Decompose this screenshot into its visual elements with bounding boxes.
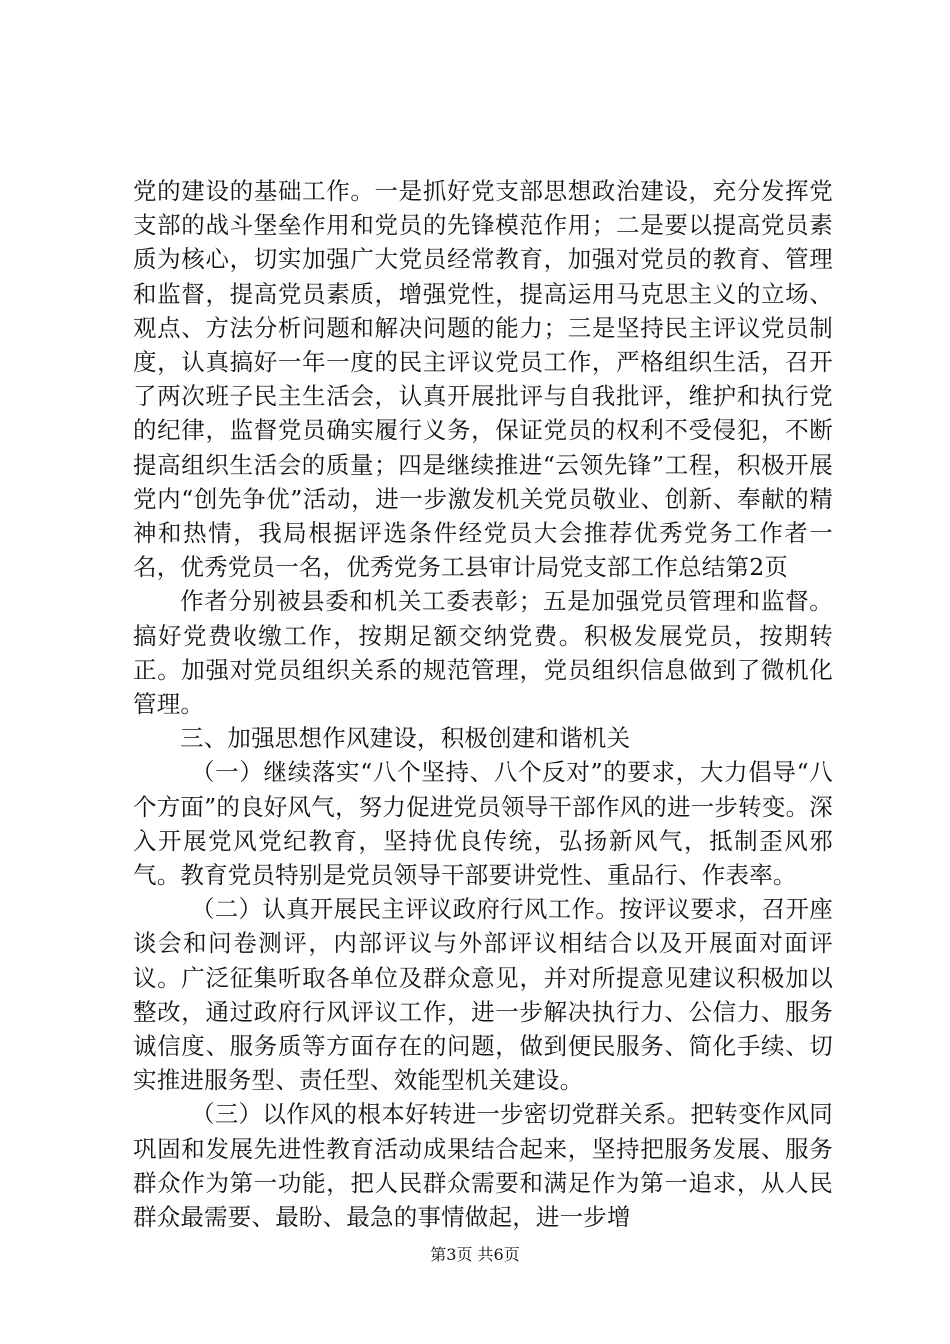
document-body [133, 174, 833, 1234]
paragraph-2: 作者分别被县委和机关工委表彰；五是加强党员管理和监督。搞好党费收缴工作，按期足额交纳党费。积极发展党员，按期转正。加强对党员组织关系的规范管理，党员组织信息做到了微机化管理。 [133, 587, 833, 719]
paragraph-4: （二）认真开展民主评议政府行风工作。按评议要求，召开座谈会和问卷测评，内部评议与外部评议相结合以及开展面对面评议。广泛征集听取各单位及群众意见，并对所提意见建议积极加以整改，通过政府行风评议工作，进一步解决执行力、公信力、服务诚信度、服务质等方面存在的问题，做到便民服务、简化手续、切实推进服务型、责任型、效能型机关建设。 [133, 895, 833, 1095]
page-footer: 第3页 共6页 [430, 1245, 520, 1264]
paragraph-5: （三）以作风的根本好转进一步密切党群关系。把转变作风同巩固和发展先进性教育活动成果结合起来，坚持把服务发展、服务群众作为第一功能，把人民群众需要和满足作为第一追求，从人民群众最需要、最盼、最急的事情做起，进一步增 [133, 1100, 833, 1232]
paragraph-3: （一）继续落实“八个坚持、八个反对”的要求，大力倡导“八个方面”的良好风气，努力促进党员领导干部作风的进一步转变。深入开展党风党纪教育，坚持优良传统，弘扬新风气，抵制歪风邪气。教育党员特别是党员领导干部要讲党性、重品行、作表率。 [133, 758, 833, 890]
paragraph-1: 党的建设的基础工作。一是抓好党支部思想政治建设，充分发挥党支部的战斗堡垒作用和党员的先锋模范作用；二是要以提高党员素质为核心，切实加强广大党员经常教育，加强对党员的教育、管理和监督，提高党员素质，增强党性，提高运用马克思主义的立场、观点、方法分析问题和解决问题的能力；三是坚持民主评议党员制度，认真搞好一年一度的民主评议党员工作，严格组织生活，召开了两次班子民主生活会，认真开展批评与自我批评，维护和执行党的纪律，监督党员确实履行义务，保证党员的权利不受侵犯，不断提高组织生活会的质量；四是继续推进“云领先锋”工程，积极开展党内“创先争优”活动，进一步激发机关党员敬业、创新、奉献的精神和热情，我局根据评选条件经党员大会推荐优秀党务工作者一名，优秀党员一名，优秀党务工县审计局党支部工作总结第2页 [133, 177, 833, 582]
section-heading: 三、加强思想作风建设，积极创建和谐机关 [180, 724, 631, 753]
